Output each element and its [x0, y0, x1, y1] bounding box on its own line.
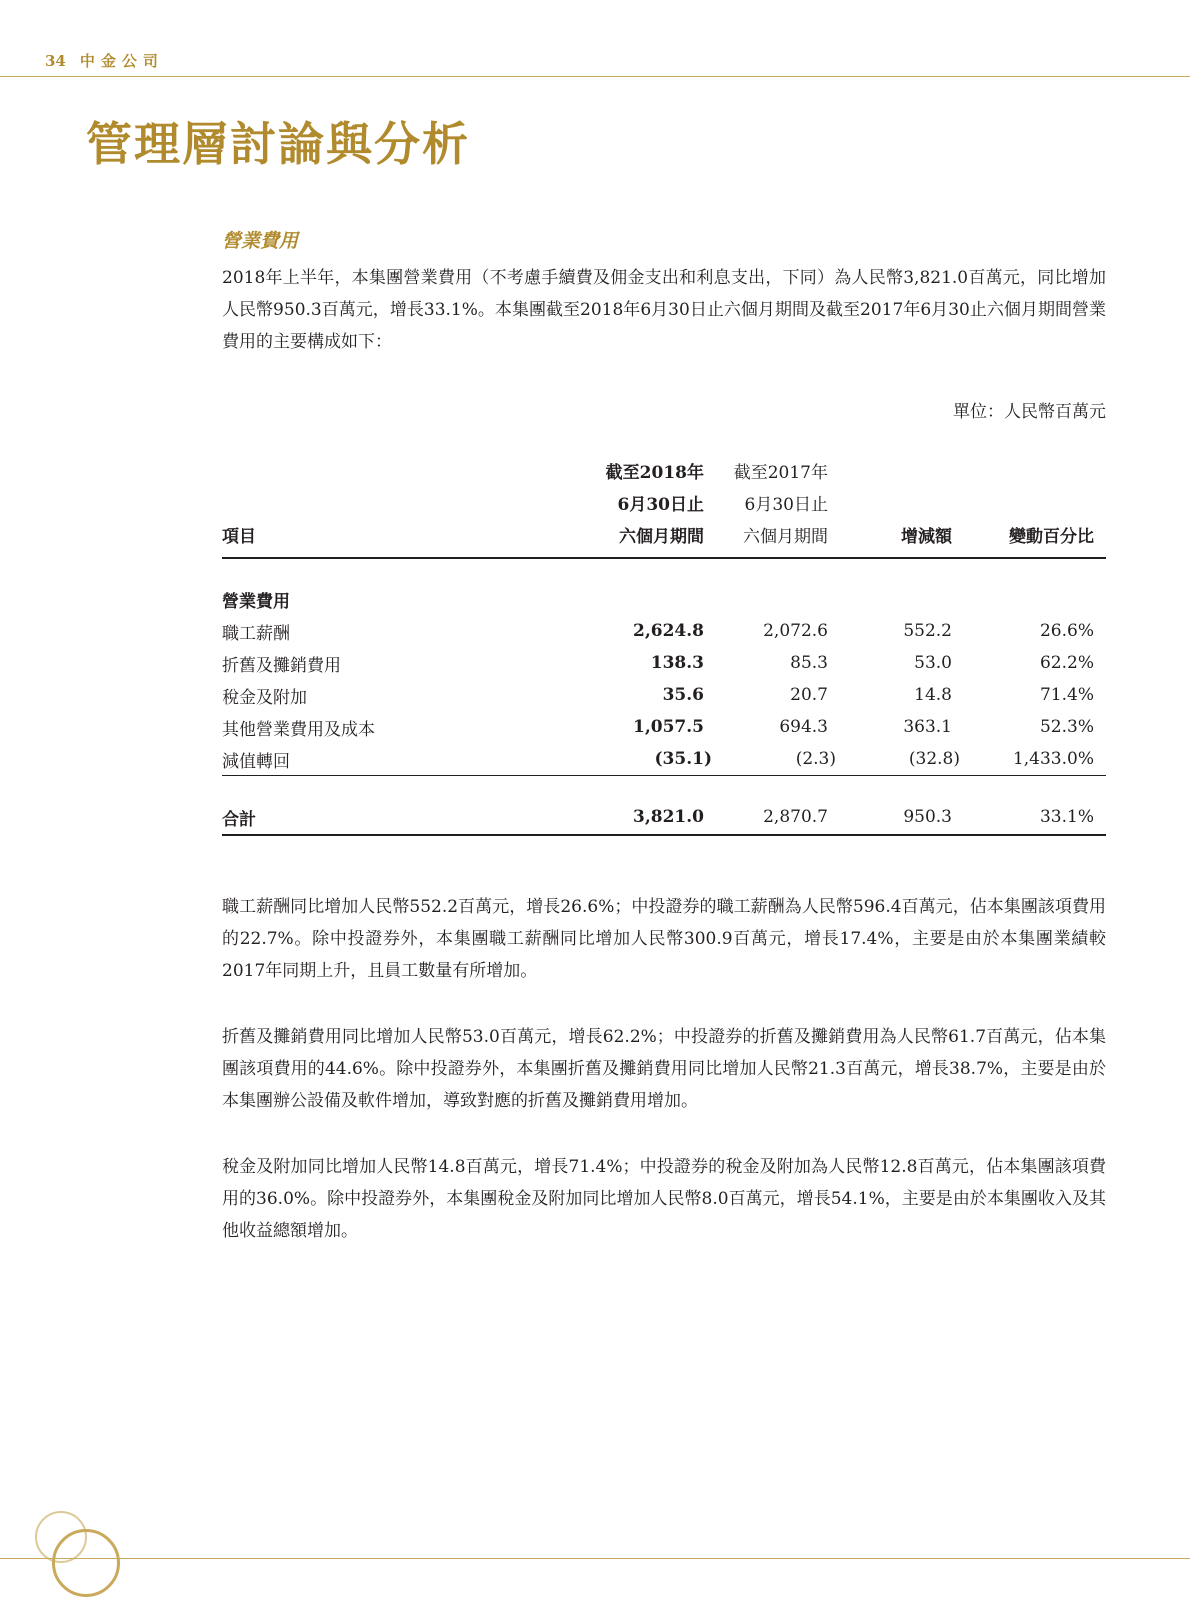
footer-rule [0, 1558, 1190, 1559]
row-pct: 1,433.0% [964, 743, 1106, 776]
total-2017: 2,870.7 [716, 800, 840, 835]
section-title: 營業費用 [222, 230, 299, 252]
row-change: (32.8) [840, 743, 964, 776]
page-number: 34 [45, 52, 66, 70]
header-2017 [716, 457, 840, 558]
intro-paragraph: 2018年上半年，本集團營業費用（不考慮手續費及佣金支出和利息支出，下同）為人民幣3,821.0百萬元，同比增加人民幣950.3百萬元，增長33.1%。本集團截至2018年6月30日止六個月期間及截至2017年6月30止六個月期間營業費用的主要構成如下： [222, 268, 1106, 352]
row-2018: (35.1) [592, 743, 716, 776]
row-2018: 2,624.8 [633, 621, 704, 641]
row-2017: 20.7 [790, 685, 828, 705]
row-change: 363.1 [903, 717, 952, 737]
header-2017-line1: 截至2017年 [733, 463, 828, 483]
row-2017: 2,072.6 [763, 621, 828, 641]
total-2018: 3,821.0 [592, 800, 716, 835]
total-pct: 33.1% [964, 800, 1106, 835]
group-label-row [222, 583, 1106, 615]
table-header-row [222, 457, 1106, 558]
header-rule [0, 76, 1190, 77]
header-2018 [592, 457, 716, 558]
row-2017: 85.3 [790, 653, 828, 673]
row-pct: 62.2% [1039, 653, 1094, 673]
header-2018-line3: 六個月期間 [619, 527, 704, 547]
table-row [222, 647, 1106, 679]
total-change: 950.3 [840, 800, 964, 835]
header-2017-line2: 6月30日止 [744, 495, 828, 515]
row-item: 折舊及攤銷費用 [222, 655, 341, 676]
row-pct: 52.3% [1039, 717, 1094, 737]
row-2018: 138.3 [650, 653, 704, 673]
table-row [222, 743, 1106, 776]
header-2018-line1: 截至2018年 [605, 463, 704, 483]
row-item: 其他營業費用及成本 [222, 719, 375, 740]
row-change: 14.8 [914, 685, 952, 705]
decorative-circle [52, 1529, 120, 1597]
row-2018: 35.6 [662, 685, 704, 705]
operating-expenses-table [222, 457, 1106, 836]
row-2017: (2.3) [716, 743, 840, 776]
paragraph-depreciation: 折舊及攤銷費用同比增加人民幣53.0百萬元，增長62.2%；中投證券的折舊及攤銷費用為人民幣61.7百萬元，佔本集團該項費用的44.6%。除中投證券外，本集團折舊及攤銷費用同比增加人民幣21.3百萬元，增長38.7%，主要是由於本集團辦公設備及軟件增加，導致對應的折舊及攤銷費用增加。 [222, 1027, 1106, 1111]
total-item: 合計 [222, 800, 592, 835]
page-header [45, 50, 164, 71]
header-2017-line3: 六個月期間 [743, 527, 828, 547]
paragraph-staff-cost: 職工薪酬同比增加人民幣552.2百萬元，增長26.6%；中投證券的職工薪酬為人民幣596.4百萬元，佔本集團該項費用的22.7%。除中投證券外，本集團職工薪酬同比增加人民幣300.9百萬元，增長17.4%，主要是由於本集團業績較2017年同期上升，且員工數量有所增加。 [222, 897, 1106, 981]
row-change: 53.0 [914, 653, 952, 673]
row-2017: 694.3 [779, 717, 828, 737]
paragraph-taxes: 稅金及附加同比增加人民幣14.8百萬元，增長71.4%；中投證券的稅金及附加為人民幣12.8百萬元，佔本集團該項費用的36.0%。除中投證券外，本集團稅金及附加同比增加人民幣8.0百萬元，增長54.1%，主要是由於本集團收入及其他收益總額增加。 [222, 1157, 1106, 1241]
total-row [222, 800, 1106, 835]
row-item: 減值轉回 [222, 743, 592, 776]
row-pct: 71.4% [1039, 685, 1094, 705]
header-2018-line2: 6月30日止 [617, 495, 704, 515]
group-label: 營業費用 [222, 591, 290, 612]
header-change: 增減額 [840, 457, 964, 558]
row-item: 稅金及附加 [222, 687, 307, 708]
table-row [222, 711, 1106, 743]
row-2018: 1,057.5 [633, 717, 704, 737]
company-name: 中金公司 [79, 52, 164, 70]
unit-label: 單位：人民幣百萬元 [953, 402, 1106, 422]
row-pct: 26.6% [1039, 621, 1094, 641]
header-item: 項目 [222, 457, 592, 558]
row-item: 職工薪酬 [222, 623, 290, 644]
row-change: 552.2 [903, 621, 952, 641]
table-row [222, 615, 1106, 647]
table-row [222, 679, 1106, 711]
header-pct: 變動百分比 [964, 457, 1106, 558]
page-title: 管理層討論與分析 [86, 117, 470, 171]
